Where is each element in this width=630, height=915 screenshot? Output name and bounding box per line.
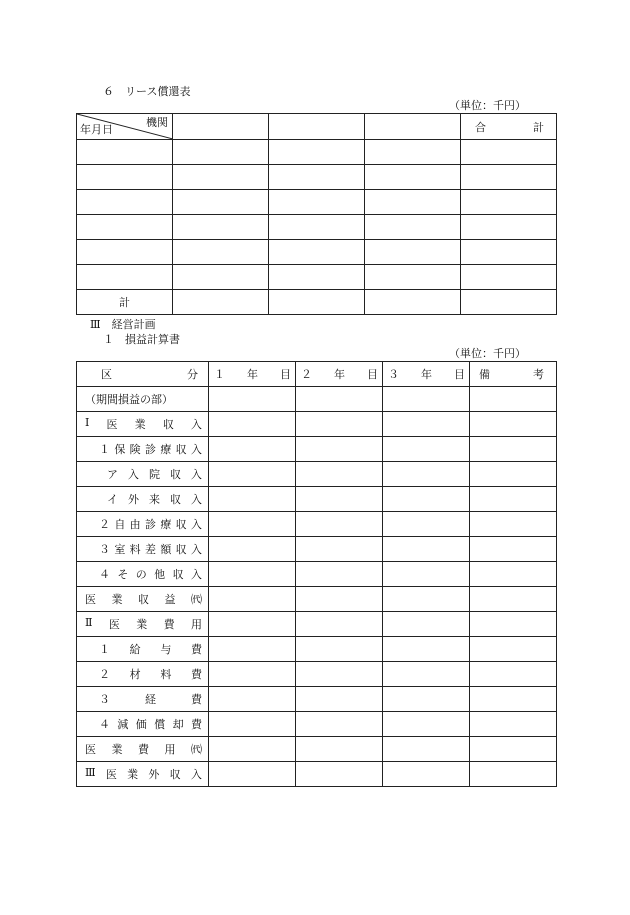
header-year3: ３ 年 目: [383, 362, 470, 387]
pl-value-cell: [470, 762, 557, 787]
lease-cell: [173, 190, 269, 215]
pl-value-cell: [383, 537, 470, 562]
lease-diagonal-header-cell: [77, 114, 173, 140]
pl-row: [77, 487, 557, 512]
pl-row: [77, 562, 557, 587]
pl-value-cell: [296, 587, 383, 612]
lease-row: [77, 165, 557, 190]
pl-value-cell: [383, 687, 470, 712]
plan-unit-label: （単位：千円）: [449, 347, 526, 360]
pl-value-cell: [209, 662, 296, 687]
lease-header-blank: [269, 114, 365, 140]
pl-value-cell: [296, 712, 383, 737]
pl-value-cell: [296, 512, 383, 537]
pl-value-cell: [209, 387, 296, 412]
pl-value-cell: [296, 462, 383, 487]
pl-value-cell: [296, 487, 383, 512]
pl-value-cell: [296, 662, 383, 687]
lease-cell: [461, 190, 557, 215]
lease-cell: [365, 190, 461, 215]
pl-value-cell: [209, 612, 296, 637]
pl-value-cell: [383, 612, 470, 637]
lease-cell: [173, 140, 269, 165]
pl-value-cell: [470, 462, 557, 487]
pl-value-cell: [209, 687, 296, 712]
lease-repayment-table: [76, 113, 557, 315]
pl-row: [77, 762, 557, 787]
pl-row-label: Ⅲ 医 業 外 収 入: [77, 762, 209, 787]
pl-row: [77, 462, 557, 487]
pl-header-row: [77, 362, 557, 387]
lease-cell: [365, 215, 461, 240]
pl-value-cell: [296, 637, 383, 662]
lease-cell: [365, 290, 461, 315]
pl-value-cell: [296, 412, 383, 437]
lease-cell: [365, 240, 461, 265]
pl-row-label: ３ 室 料 差 額 収 入: [77, 537, 209, 562]
lease-cell: [365, 140, 461, 165]
lease-cell: [461, 215, 557, 240]
plan-section-subtitle: １ 損益計算書: [103, 333, 180, 346]
pl-row-label: 医 業 費 用 ㈹: [77, 737, 209, 762]
lease-row: [77, 240, 557, 265]
pl-value-cell: [296, 562, 383, 587]
pl-value-cell: [296, 387, 383, 412]
pl-row-label: （期間損益の部）: [77, 387, 209, 412]
pl-value-cell: [209, 462, 296, 487]
lease-cell: [77, 165, 173, 190]
lease-cell: [269, 240, 365, 265]
lease-cell: [173, 290, 269, 315]
lease-cell: [173, 265, 269, 290]
lease-cell: [269, 215, 365, 240]
lease-header-blank: [365, 114, 461, 140]
pl-value-cell: [383, 737, 470, 762]
pl-value-cell: [383, 512, 470, 537]
pl-value-cell: [209, 487, 296, 512]
pl-value-cell: [209, 712, 296, 737]
pl-value-cell: [383, 762, 470, 787]
pl-value-cell: [209, 412, 296, 437]
pl-row-label: ４ 減 価 償 却 費: [77, 712, 209, 737]
pl-row: [77, 662, 557, 687]
pl-value-cell: [296, 737, 383, 762]
pl-value-cell: [383, 462, 470, 487]
header-kubun: 区 分: [77, 362, 209, 387]
pl-value-cell: [383, 562, 470, 587]
lease-cell: [173, 165, 269, 190]
pl-row-label: イ 外 来 収 入: [77, 487, 209, 512]
pl-value-cell: [209, 587, 296, 612]
pl-value-cell: [470, 687, 557, 712]
header-date-label: 年月日: [80, 123, 113, 136]
lease-cell: [173, 240, 269, 265]
pl-row-label: ３ 経 費: [77, 687, 209, 712]
lease-cell: [269, 140, 365, 165]
pl-row: [77, 437, 557, 462]
pl-value-cell: [209, 537, 296, 562]
pl-value-cell: [383, 637, 470, 662]
pl-row-label: １ 給 与 費: [77, 637, 209, 662]
pl-value-cell: [209, 762, 296, 787]
lease-cell: [461, 265, 557, 290]
pl-value-cell: [383, 437, 470, 462]
pl-row-label: ２ 自 由 診 療 収 入: [77, 512, 209, 537]
pl-value-cell: [470, 612, 557, 637]
pl-value-cell: [470, 412, 557, 437]
pl-value-cell: [296, 687, 383, 712]
lease-cell: [365, 265, 461, 290]
pl-row: [77, 687, 557, 712]
pl-value-cell: [470, 437, 557, 462]
pl-value-cell: [470, 562, 557, 587]
lease-cell: [269, 265, 365, 290]
header-remarks: 備 考: [470, 362, 557, 387]
lease-row: [77, 215, 557, 240]
lease-cell: [77, 190, 173, 215]
income-statement-table: [76, 361, 557, 787]
lease-cell: [461, 165, 557, 190]
pl-row: [77, 512, 557, 537]
pl-value-cell: [383, 587, 470, 612]
pl-value-cell: [296, 762, 383, 787]
pl-value-cell: [470, 587, 557, 612]
pl-value-cell: [209, 512, 296, 537]
lease-cell: [269, 290, 365, 315]
plan-section-title: Ⅲ 経営計画: [90, 318, 156, 331]
pl-row: [77, 637, 557, 662]
pl-value-cell: [383, 487, 470, 512]
pl-row: [77, 612, 557, 637]
pl-value-cell: [209, 737, 296, 762]
lease-row: [77, 265, 557, 290]
lease-header-row: [77, 114, 557, 140]
pl-row-label: ア 入 院 収 入: [77, 462, 209, 487]
pl-value-cell: [383, 712, 470, 737]
pl-value-cell: [470, 712, 557, 737]
pl-row-label: ４ そ の 他 収 入: [77, 562, 209, 587]
pl-value-cell: [296, 612, 383, 637]
lease-cell: [461, 140, 557, 165]
pl-row-label: Ⅱ 医 業 費 用: [77, 612, 209, 637]
pl-value-cell: [209, 437, 296, 462]
pl-value-cell: [470, 387, 557, 412]
lease-cell: [77, 215, 173, 240]
pl-value-cell: [470, 662, 557, 687]
pl-value-cell: [470, 512, 557, 537]
pl-value-cell: [470, 487, 557, 512]
lease-row: [77, 190, 557, 215]
lease-section-title: ６ リース償還表: [103, 85, 191, 98]
lease-header-total: 合 計: [461, 114, 557, 140]
pl-row: [77, 737, 557, 762]
pl-value-cell: [383, 662, 470, 687]
lease-total-row: [77, 290, 557, 315]
lease-cell: [461, 290, 557, 315]
pl-row: [77, 712, 557, 737]
pl-row-label: 医 業 収 益 ㈹: [77, 587, 209, 612]
pl-row: [77, 412, 557, 437]
pl-value-cell: [470, 637, 557, 662]
pl-row-label: ２ 材 料 費: [77, 662, 209, 687]
header-institution-label: 機関: [146, 116, 168, 129]
lease-row: [77, 140, 557, 165]
pl-value-cell: [470, 537, 557, 562]
lease-cell: [173, 215, 269, 240]
pl-row-label: Ⅰ 医 業 収 入: [77, 412, 209, 437]
header-year1: １ 年 目: [209, 362, 296, 387]
lease-cell: [365, 165, 461, 190]
pl-row: [77, 587, 557, 612]
lease-unit-label: （単位：千円）: [449, 99, 526, 112]
lease-cell: [461, 240, 557, 265]
pl-row-label: １ 保 険 診 療 収 入: [77, 437, 209, 462]
pl-value-cell: [383, 412, 470, 437]
lease-cell: [269, 165, 365, 190]
lease-cell: [77, 240, 173, 265]
pl-value-cell: [383, 387, 470, 412]
pl-row: [77, 387, 557, 412]
pl-value-cell: [470, 737, 557, 762]
pl-row: [77, 537, 557, 562]
lease-total-label: 計: [77, 290, 173, 315]
pl-value-cell: [209, 562, 296, 587]
lease-cell: [77, 140, 173, 165]
header-year2: ２ 年 目: [296, 362, 383, 387]
lease-cell: [77, 265, 173, 290]
pl-value-cell: [296, 437, 383, 462]
pl-value-cell: [209, 637, 296, 662]
lease-cell: [269, 190, 365, 215]
lease-header-blank: [173, 114, 269, 140]
pl-value-cell: [296, 537, 383, 562]
